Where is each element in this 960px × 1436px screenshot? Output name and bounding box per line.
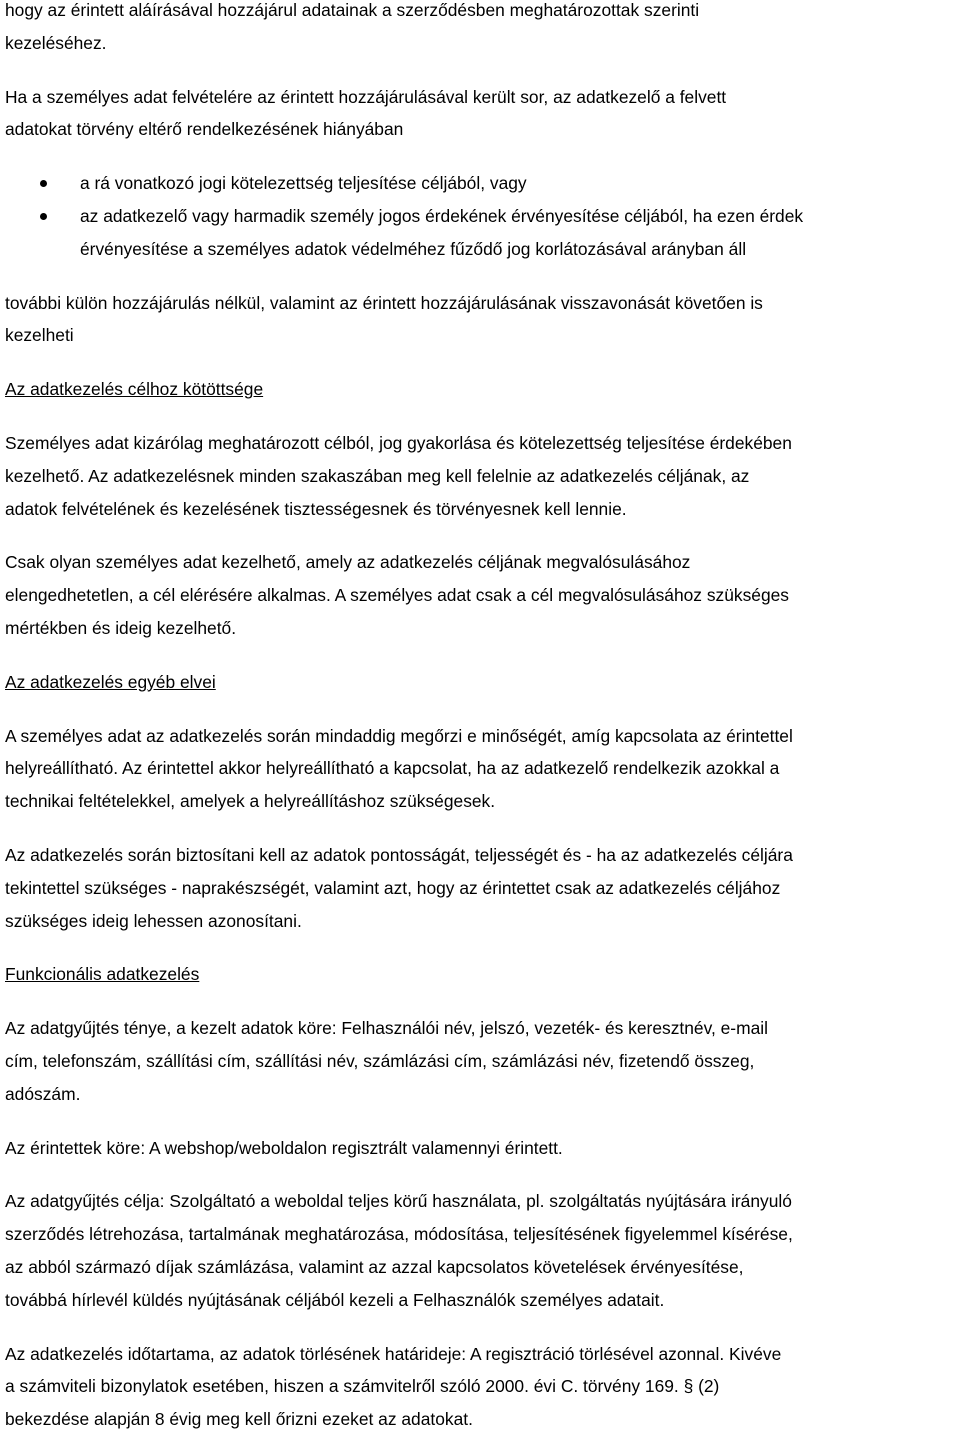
further-paragraph [5, 287, 954, 353]
text-line: az adatkezelő vagy harmadik személy jogos érdekének érvényesítése céljából, ha ezen érdek [80, 205, 804, 226]
text-line: Az adatgyűjtés ténye, a kezelt adatok köre: Felhasználói név, jelszó, vezeték- és keresztnév, e-mail [5, 1018, 768, 1039]
text-line: adatok felvételének és kezelésének tisztességesnek és törvényesnek kell lennie. [5, 498, 627, 519]
heading-text: Funkcionális adatkezelés [5, 964, 200, 985]
text-line: tekintettel szükséges - naprakészségét, valamint azt, hogy az érintettet csak az adatkezelés céljához [5, 877, 781, 898]
text-line: Az adatkezelés időtartama, az adatok törlésének határideje: A regisztráció törlésével azonnal. Kivéve [5, 1343, 782, 1364]
purpose-paragraph-2 [5, 546, 954, 644]
functional-paragraph-subjects [5, 1132, 954, 1165]
heading-text: Az adatkezelés egyéb elvei [5, 671, 216, 692]
text-line: kezelhető. Az adatkezelésnek minden szakaszában meg kell felelnie az adatkezelés céljának, az [5, 465, 750, 486]
text-line: érvényesítése a személyes adatok védelméhez fűződő jog korlátozásával arányban áll [80, 238, 747, 259]
functional-paragraph-retention [5, 1338, 954, 1436]
bullet-list [5, 167, 954, 265]
text-line: elengedhetetlen, a cél elérésére alkalmas. A személyes adat csak a cél megvalósulásához szükséges [5, 585, 789, 606]
consent-paragraph [5, 81, 954, 147]
text-line: az abból származó díjak számlázása, valamint az azzal kapcsolatos követelések érvényesítése, [5, 1256, 744, 1277]
text-line: mértékben és ideig kezelhető. [5, 617, 237, 638]
purpose-paragraph-1 [5, 427, 954, 525]
section-heading-purpose [5, 373, 954, 406]
text-line: adatokat törvény eltérő rendelkezésének hiányában [5, 119, 404, 140]
text-line: továbbá hírlevél küldés nyújtásának céljából kezeli a Felhasználók személyes adatait. [5, 1289, 665, 1310]
text-line: A személyes adat az adatkezelés során mindaddig megőrzi e minőségét, amíg kapcsolata az érintettel [5, 725, 793, 746]
list-item [80, 167, 954, 200]
text-line: Az adatkezelés során biztosítani kell az adatok pontosságát, teljességét és - ha az adatkezelés céljára [5, 844, 793, 865]
text-line: bekezdése alapján 8 évig meg kell őrizni ezeket az adatokat. [5, 1409, 473, 1430]
text-line: szükséges ideig lehessen azonosítani. [5, 910, 302, 931]
text-line: Személyes adat kizárólag meghatározott célból, jog gyakorlása és kötelezettség teljesítése érdekében [5, 432, 792, 453]
list-item [80, 200, 954, 266]
text-line: Az érintettek köre: A webshop/weboldalon regisztrált valamennyi érintett. [5, 1137, 563, 1158]
text-line: további külön hozzájárulás nélkül, valamint az érintett hozzájárulásának visszavonását követően is [5, 292, 763, 313]
text-line: szerződés létrehozása, tartalmának meghatározása, módosítása, teljesítésének figyelemmel kísérése, [5, 1224, 793, 1245]
functional-paragraph-purpose [5, 1185, 954, 1316]
principles-paragraph-2 [5, 839, 954, 937]
text-line: cím, telefonszám, szállítási cím, szállítási név, számlázási cím, számlázási név, fizetendő összeg, [5, 1050, 755, 1071]
text-line: Az adatgyűjtés célja: Szolgáltató a weboldal teljes körű használata, pl. szolgáltatás nyújtására irányuló [5, 1191, 792, 1212]
text-line: a rá vonatkozó jogi kötelezettség teljesítése céljából, vagy [80, 173, 527, 194]
heading-text: Az adatkezelés célhoz kötöttsége [5, 379, 264, 400]
text-line: helyreállítható. Az érintettel akkor helyreállítható a kapcsolat, ha az adatkezelő rendelkezik azokkal a [5, 758, 780, 779]
functional-paragraph-data-scope [5, 1012, 954, 1110]
text-line: a számviteli bizonylatok esetében, hiszen a számvitelről szóló 2000. évi C. törvény 169. § (2) [5, 1376, 720, 1397]
text-line: technikai feltételekkel, amelyek a helyreállításhoz szükségesek. [5, 791, 496, 812]
section-heading-functional [5, 958, 954, 991]
text-line: kezelheti [5, 325, 74, 346]
text-line: hogy az érintett aláírásával hozzájárul adatainak a szerződésben meghatározottak szerinti [5, 0, 700, 20]
section-heading-principles [5, 666, 954, 699]
text-line: kezeléséhez. [5, 32, 107, 53]
intro-paragraph [5, 0, 954, 60]
text-line: Ha a személyes adat felvételére az érintett hozzájárulásával került sor, az adatkezelő a felvett [5, 86, 727, 107]
text-line: adószám. [5, 1083, 81, 1104]
text-line: Csak olyan személyes adat kezelhető, amely az adatkezelés céljának megvalósulásához [5, 552, 691, 573]
principles-paragraph-1 [5, 720, 954, 818]
